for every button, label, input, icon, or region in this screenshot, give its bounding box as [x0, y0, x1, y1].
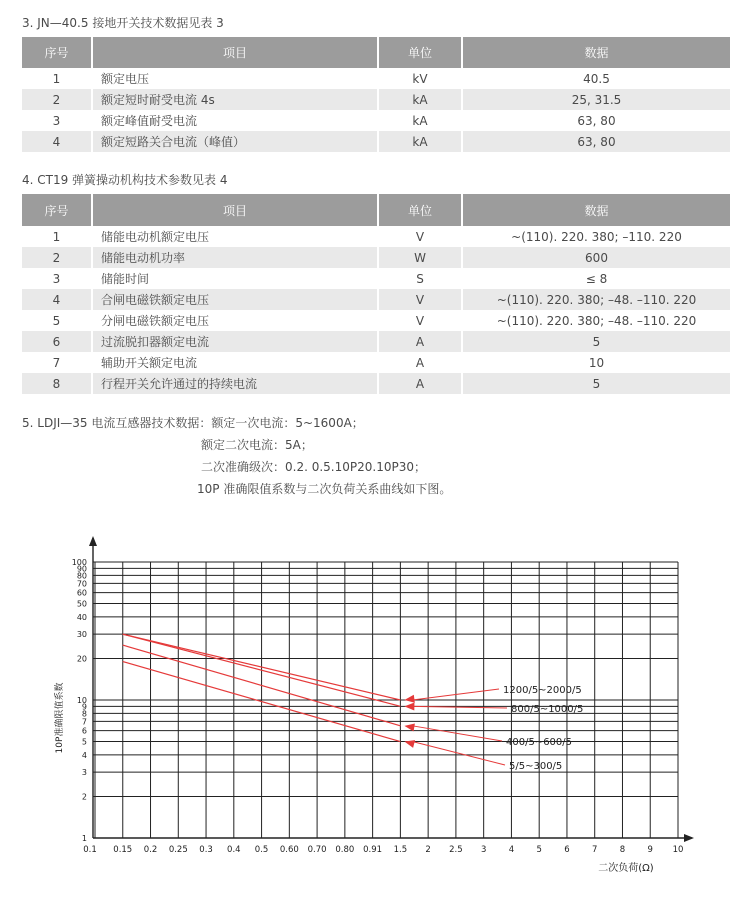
y-tick-label: 100 — [71, 558, 87, 567]
table-cell: 额定短时耐受电流 4s — [92, 89, 378, 110]
table-cell: 行程开关允许通过的持续电流 — [92, 373, 378, 394]
x-tick-label: 0.2 — [143, 845, 158, 855]
y-tick-label: 6 — [81, 726, 87, 736]
x-tick-label: 9 — [647, 845, 653, 855]
x-tick-label: 2.5 — [449, 845, 463, 855]
series-pointer-arrowhead — [404, 702, 414, 710]
table-cell: A — [378, 352, 462, 373]
table-header-row — [22, 194, 730, 226]
table-cell: 1 — [22, 68, 92, 89]
table3 — [22, 37, 730, 152]
x-tick-label: 1.5 — [393, 845, 408, 855]
table-row — [22, 352, 730, 373]
x-tick-label: 6 — [564, 845, 570, 855]
table-cell: 过流脱扣器额定电流 — [92, 331, 378, 352]
x-tick-label: 0.25 — [168, 845, 188, 855]
table-cell: 25, 31.5 — [462, 89, 730, 110]
table-cell: W — [378, 247, 462, 268]
table-cell: kV — [378, 68, 462, 89]
table-cell: 合闸电磁铁额定电压 — [92, 289, 378, 310]
x-tick-label: 4 — [508, 845, 515, 855]
y-tick-label: 60 — [76, 588, 87, 598]
table-cell: kA — [378, 110, 462, 131]
y-axis-label: 10P准确限值系数 — [55, 682, 65, 754]
table-cell: V — [378, 226, 462, 247]
series-pointer-line — [412, 742, 505, 765]
x-tick-label: 0.91 — [363, 845, 383, 855]
table-cell: 额定峰值耐受电流 — [92, 110, 378, 131]
x-axis-label: 二次负荷(Ω) — [598, 863, 654, 874]
series-label: 5/5~300/5 — [509, 761, 563, 772]
x-tick-label: 0.3 — [199, 845, 213, 855]
table-cell: 5 — [462, 331, 730, 352]
series-label: 800/5~1000/5 — [511, 704, 584, 715]
y-tick-label: 4 — [81, 750, 87, 760]
table-cell: 4 — [22, 131, 92, 152]
table-cell: 8 — [22, 373, 92, 394]
table-cell: 3 — [22, 268, 92, 289]
column-header: 数据 — [462, 37, 730, 68]
table-cell: 63, 80 — [462, 110, 730, 131]
y-tick-label: 10 — [76, 696, 87, 705]
table-cell: 4 — [22, 289, 92, 310]
table-cell: 储能时间 — [92, 268, 378, 289]
table3-title: 3. JN—40.5 接地开关技术数据见表 3 — [22, 16, 224, 30]
series-label: 400/5~600/5 — [506, 737, 573, 748]
x-tick-label: 0.5 — [254, 845, 269, 855]
y-tick-label: 90 — [76, 564, 87, 574]
x-tick-label: 0.80 — [335, 845, 355, 855]
table-cell: 600 — [462, 247, 730, 268]
table-cell: 额定短路关合电流（峰值） — [92, 131, 378, 152]
table-header-row — [22, 37, 730, 68]
x-tick-label: 5 — [536, 845, 542, 855]
column-header: 单位 — [378, 194, 462, 226]
x-tick-label: 3 — [480, 845, 487, 855]
y-tick-label: 20 — [76, 654, 87, 664]
table-cell: 5 — [22, 310, 92, 331]
table4 — [22, 194, 730, 394]
table-cell: 63, 80 — [462, 131, 730, 152]
y-tick-label: 80 — [76, 571, 87, 581]
series-pointer-arrowhead — [404, 695, 414, 703]
accuracy-limit-chart — [0, 528, 750, 903]
table-cell: 分闸电磁铁额定电压 — [92, 310, 378, 331]
table-cell: 6 — [22, 331, 92, 352]
ldji-line-1: 5. LDJI—35 电流互感器技术数据：额定一次电流：5~1600A； — [22, 416, 364, 430]
table-row — [22, 289, 730, 310]
ldji-line-2: 额定二次电流：5A； — [201, 438, 313, 452]
x-axis-arrow — [684, 834, 694, 842]
table-cell: V — [378, 289, 462, 310]
table-cell: 40.5 — [462, 68, 730, 89]
table-row — [22, 110, 730, 131]
x-tick-label: 10 — [672, 845, 684, 855]
table-cell: ~(110). 220. 380; –110. 220 — [462, 226, 730, 247]
y-tick-label: 40 — [76, 612, 87, 622]
table-row — [22, 268, 730, 289]
table-cell: A — [378, 373, 462, 394]
x-tick-label: 0.15 — [113, 845, 133, 855]
column-header: 数据 — [462, 194, 730, 226]
table-row — [22, 373, 730, 394]
y-tick-label: 70 — [76, 579, 87, 589]
ldji-line-3: 二次准确级次：0.2. 0.5.10P20.10P30； — [201, 460, 426, 474]
table-cell: 3 — [22, 110, 92, 131]
column-header: 序号 — [22, 194, 92, 226]
column-header: 项目 — [92, 194, 378, 226]
y-tick-label: 7 — [81, 717, 87, 727]
table-cell: 2 — [22, 89, 92, 110]
table-row — [22, 131, 730, 152]
table-cell: A — [378, 331, 462, 352]
y-tick-label: 50 — [76, 599, 87, 609]
table-row — [22, 247, 730, 268]
series-pointer-line — [412, 726, 502, 741]
y-tick-label: 8 — [81, 709, 87, 719]
table-cell: ~(110). 220. 380; –48. –110. 220 — [462, 310, 730, 331]
table-row — [22, 310, 730, 331]
column-header: 单位 — [378, 37, 462, 68]
y-tick-label: 3 — [81, 768, 87, 778]
x-tick-label: 7 — [592, 845, 598, 855]
table-cell: V — [378, 310, 462, 331]
ldji-line-4: 10P 准确限值系数与二次负荷关系曲线如下图。 — [197, 482, 452, 496]
table-cell: 储能电动机额定电压 — [92, 226, 378, 247]
table-cell: ~(110). 220. 380; –48. –110. 220 — [462, 289, 730, 310]
x-tick-label: 0.4 — [227, 845, 241, 855]
y-tick-label: 5 — [81, 737, 87, 747]
table-row — [22, 68, 730, 89]
table-cell: 额定电压 — [92, 68, 378, 89]
table-cell: 2 — [22, 247, 92, 268]
table-row — [22, 89, 730, 110]
x-tick-label: 2 — [425, 845, 431, 855]
table-cell: ≤ 8 — [462, 268, 730, 289]
y-tick-label: 1 — [81, 834, 87, 843]
table-cell: 7 — [22, 352, 92, 373]
column-header: 序号 — [22, 37, 92, 68]
table-cell: 10 — [462, 352, 730, 373]
column-header: 项目 — [92, 37, 378, 68]
x-tick-label: 0.60 — [279, 845, 299, 855]
y-tick-label: 2 — [81, 792, 87, 802]
x-tick-label: 8 — [619, 845, 626, 855]
table-cell: 5 — [462, 373, 730, 394]
y-tick-label: 30 — [76, 630, 87, 640]
x-tick-label: 0.1 — [83, 845, 97, 855]
x-tick-label: 0.70 — [307, 845, 327, 855]
table-cell: 1 — [22, 226, 92, 247]
y-axis-arrow — [89, 536, 97, 546]
table-cell: S — [378, 268, 462, 289]
y-tick-label: 9 — [81, 702, 87, 712]
table-cell: kA — [378, 89, 462, 110]
table-cell: kA — [378, 131, 462, 152]
table-cell: 辅助开关额定电流 — [92, 352, 378, 373]
table-row — [22, 331, 730, 352]
table-row — [22, 226, 730, 247]
series-label: 1200/5~2000/5 — [503, 685, 582, 696]
table-cell: 储能电动机功率 — [92, 247, 378, 268]
table4-title: 4. CT19 弹簧操动机构技术参数见表 4 — [22, 173, 228, 187]
